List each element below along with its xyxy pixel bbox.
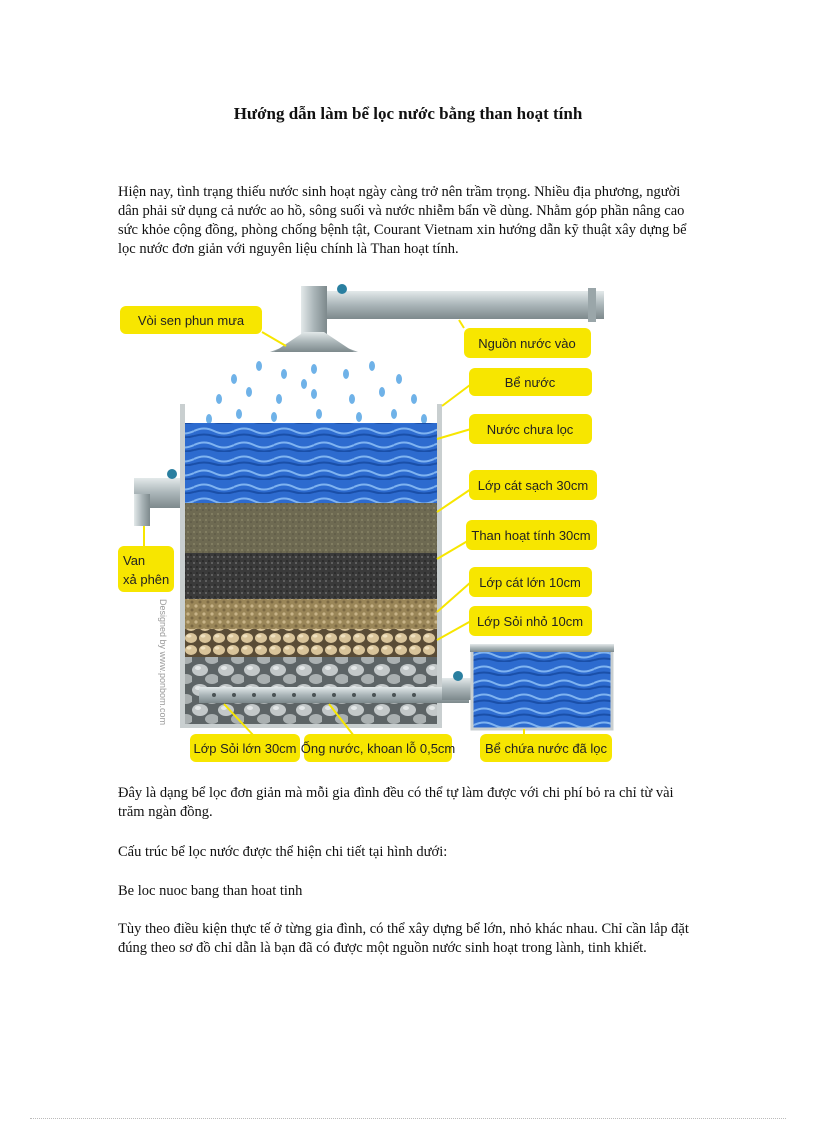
label-small-gravel — [469, 606, 592, 636]
paragraph-structure: Cấu trúc bể lọc nước được thể hiện chi tiết tại hình dưới: — [118, 844, 448, 860]
intro-paragraph: Hiện nay, tình trạng thiếu nước sinh hoạt ngày càng trở nên trầm trọng. Nhiều địa phương, người dân phải sử dụng cả nước ao hồ, sông suối và nước nhiễm bẩn về dùng. Nhằm góp phần nâng cao sức khỏe cộng đồng, phòng chống bệnh tật, Courant Vietnam xin hướng dẫn kỹ thuật xây dựng bể lọc nước đơn giản với nguyên liệu chính là Than hoạt tính. — [118, 184, 687, 257]
outlet-pipe — [442, 678, 472, 700]
tank-left-wall — [180, 404, 185, 724]
svg-text:Lớp Sỏi lớn 30cm: Lớp Sỏi lớn 30cm — [193, 741, 297, 756]
svg-text:Ống nước, khoan lỗ 0,5cm: Ống nước, khoan lỗ 0,5cm — [300, 741, 456, 756]
layer-unfiltered-water — [185, 423, 437, 503]
label-unfiltered — [469, 414, 592, 444]
layer-small-gravel — [185, 629, 437, 657]
label-coarse-sand — [469, 567, 592, 597]
shower-dome — [274, 332, 354, 352]
filter-diagram — [114, 284, 614, 769]
outlet-valve-icon — [453, 671, 463, 681]
label-clean-tank — [480, 734, 612, 762]
svg-text:Nguồn nước vào: Nguồn nước vào — [478, 336, 576, 351]
label-tank — [469, 368, 592, 396]
paragraph-closing: Tùy theo điều kiện thực tế ở từng gia đình, có thể xây dựng bể lớn, nhỏ khác nhau. Chỉ cần lắp đặt đúng theo sơ đồ chỉ dẫn là bạn đã có được một nguồn nước sinh hoạt trong lành, tinh khiết. — [118, 921, 689, 956]
inlet-valve-icon — [337, 284, 347, 294]
svg-text:Bể chứa nước đã lọc: Bể chứa nước đã lọc — [484, 741, 608, 756]
layer-clean-sand — [185, 503, 437, 553]
clean-water-tank — [472, 649, 612, 729]
water-drops — [206, 361, 427, 424]
svg-text:Vòi sen phun mưa: Vòi sen phun mưa — [137, 313, 245, 328]
watermark: Designed by www.ponbom.com — [158, 599, 168, 726]
label-drain-valve — [118, 546, 174, 592]
label-pipe — [301, 734, 456, 762]
drain-valve-icon — [167, 469, 177, 479]
label-large-gravel — [190, 734, 300, 762]
svg-text:Nước chưa lọc: Nước chưa lọc — [486, 422, 574, 437]
paragraph-cost: Đây là dạng bể lọc đơn giản mà mỗi gia đình đều có thể tự làm được với chi phí bỏ ra chỉ từ vài trăm ngàn đồng. — [118, 785, 674, 820]
label-inlet — [464, 328, 591, 358]
inlet-pipe — [319, 291, 604, 319]
layer-activated-carbon — [185, 553, 437, 599]
tank-bottom — [180, 724, 442, 728]
svg-text:Lớp cát lớn 10cm: Lớp cát lớn 10cm — [479, 575, 581, 590]
svg-text:xả phên: xả phên — [123, 572, 170, 587]
image-caption: Be loc nuoc bang than hoat tinh — [118, 883, 303, 899]
svg-text:Lớp Sỏi nhỏ 10cm: Lớp Sỏi nhỏ 10cm — [476, 614, 584, 629]
label-shower — [120, 306, 262, 334]
page-bottom-rule — [30, 1118, 786, 1119]
drain-spout — [134, 494, 150, 526]
layer-coarse-sand — [185, 599, 437, 629]
svg-text:Bể nước: Bể nước — [504, 375, 556, 390]
inlet-pipe-end — [588, 288, 596, 322]
svg-text:Than hoạt tính 30cm: Than hoạt tính 30cm — [471, 528, 591, 543]
label-clean-sand — [469, 470, 597, 500]
label-carbon — [466, 520, 597, 550]
svg-text:Van: Van — [123, 553, 146, 568]
svg-text:Lớp cát sạch 30cm: Lớp cát sạch 30cm — [477, 478, 589, 493]
clean-water-tank-rim — [470, 644, 614, 652]
tank-right-wall — [437, 404, 442, 724]
page-title: Hướng dẫn làm bể lọc nước bằng than hoạt tính — [233, 104, 583, 123]
